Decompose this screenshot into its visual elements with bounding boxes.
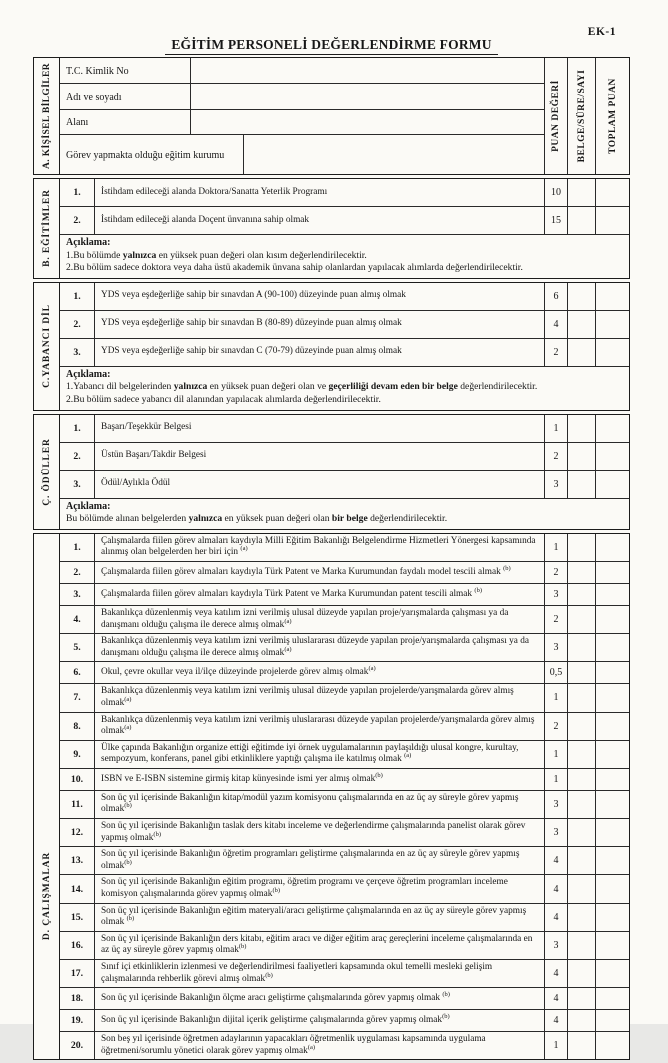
row-number: 6. — [60, 662, 95, 683]
criteria-row — [60, 605, 629, 633]
criteria-row — [60, 790, 629, 818]
puan-value-cell: 3 — [544, 932, 567, 959]
criteria-row — [60, 1009, 629, 1031]
aciklama-note — [60, 498, 629, 529]
puan-value-cell: 4 — [544, 311, 567, 338]
belge-cell — [567, 562, 595, 583]
row-number: 1. — [60, 283, 95, 310]
field-label: Adı ve soyadı — [60, 84, 191, 109]
criteria-text: ISBN ve E-ISBN sistemine girmiş kitap künyesinde ismi yer almış olmak$^{(b)}$ — [101, 771, 383, 784]
belge-cell — [567, 713, 595, 740]
puan-value-cell: 3 — [544, 584, 567, 605]
row-number: 8. — [60, 713, 95, 740]
section-label-CC: Ç. ÖDÜLLER — [41, 437, 52, 506]
criteria-row — [60, 768, 629, 790]
criteria-text: Başarı/Teşekkür Belgesi — [101, 422, 192, 433]
toplam-cell — [595, 534, 629, 561]
toplam-cell — [595, 443, 629, 470]
puan-value-cell: 2 — [544, 339, 567, 366]
form-title — [33, 36, 630, 55]
score-col-header-belge — [567, 58, 595, 174]
criteria-text: Bakanlıkça düzenlenmiş veya katılım izni verilmiş ulusal düzeyde yapılan projelerde/yarışmalarda görev almış olmak$^{(a)}$ — [101, 686, 514, 708]
belge-cell — [567, 339, 595, 366]
criteria-row — [60, 206, 629, 234]
score-col-header-puan — [544, 58, 567, 174]
row-number: 3. — [60, 471, 95, 498]
puan-value-cell: 2 — [544, 606, 567, 633]
criteria-text: YDS veya eşdeğerliğe sahip bir sınavdan C (70-79) düzeyinde puan almış olmak — [101, 346, 402, 357]
belge-cell — [567, 443, 595, 470]
belge-cell — [567, 283, 595, 310]
row-number: 1. — [60, 415, 95, 442]
row-number: 12. — [60, 819, 95, 846]
score-col-header-toplam — [595, 58, 629, 174]
criteria-text: Sınıf içi etkinliklerin izlenmesi ve değerlendirilmesi faaliyetleri kapsamında okul temelli mesleki gelişim çalışmalarında rehberlik görevi almış olmak$^{(b)}$ — [101, 962, 493, 984]
criteria-text: Son üç yıl içerisinde Bakanlığın eğitim programı, öğretim programı ve çerçeve öğretim programları inceleme komisyon çalışmalarında görev yapmış olmak$^{(b)}$ — [101, 877, 508, 900]
section-D — [33, 533, 630, 1061]
score-col-header-text-toplam: TOPLAM PUAN — [607, 78, 618, 154]
field-label: T.C. Kimlik No — [60, 58, 191, 83]
criteria-row — [60, 534, 629, 561]
criteria-row — [60, 338, 629, 366]
aciklama-line: 2.Bu bölüm sadece doktora veya daha üstü akademik ünvana sahip olanlardan yapılacak alımlarda değerlendirilecektir. — [66, 262, 523, 274]
aciklama-note — [60, 366, 629, 410]
field-row — [60, 58, 544, 83]
field-row — [60, 109, 544, 134]
puan-value-cell: 3 — [544, 634, 567, 661]
toplam-cell — [595, 741, 629, 768]
puan-value-cell: 4 — [544, 988, 567, 1009]
toplam-cell — [595, 584, 629, 605]
row-number: 4. — [60, 606, 95, 633]
row-number: 2. — [60, 443, 95, 470]
aciklama-title: Açıklama: — [66, 368, 111, 380]
criteria-text: Okul, çevre okullar veya il/ilçe düzeyinde projelerde görev almış olmak$^{(a)}$ — [101, 664, 376, 678]
puan-value-cell: 6 — [544, 283, 567, 310]
toplam-cell — [595, 1032, 629, 1059]
criteria-text: Son üç yıl içerisinde Bakanlığın dijital içerik geliştirme çalışmalarında görev yapmış olmak$^{(b)}$ — [101, 1012, 450, 1025]
aciklama-line: 2.Bu bölüm sadece yabancı dil alanından yapılacak alımlarda değerlendirilecektir. — [66, 393, 381, 405]
row-number: 13. — [60, 847, 95, 874]
toplam-cell — [595, 932, 629, 959]
criteria-text: Çalışmalarda fiilen görev almaları kaydıyla Türk Patent ve Marka Kurumundan faydalı model tescili almak $^{(b)}$ — [101, 564, 511, 577]
form-title-text: EĞİTİM PERSONELİ DEĞERLENDİRME FORMU — [165, 37, 497, 55]
section-CC — [33, 414, 630, 530]
toplam-cell — [595, 960, 629, 987]
section-label-A: A. KİŞİSEL BİLGİLER — [41, 62, 52, 170]
section-A — [33, 57, 630, 175]
criteria-row — [60, 931, 629, 959]
criteria-row — [60, 903, 629, 931]
row-number: 1. — [60, 534, 95, 561]
field-value-area — [191, 84, 544, 109]
criteria-row — [60, 179, 629, 206]
toplam-cell — [595, 339, 629, 366]
criteria-row — [60, 561, 629, 583]
criteria-row — [60, 283, 629, 310]
row-number: 10. — [60, 769, 95, 790]
belge-cell — [567, 534, 595, 561]
score-col-header-text-belge: BELGE/SÜRE/SAYI — [576, 69, 587, 163]
row-number: 2. — [60, 562, 95, 583]
puan-value-cell: 10 — [544, 179, 567, 206]
belge-cell — [567, 1010, 595, 1031]
criteria-text: Bakanlıkça düzenlenmiş veya katılım izni verilmiş ulusal düzeyde yapılan proje/yarışmalarda çalışması ya da danışmanı olduğu çalışma ile derece almış olmak$^{(a)}$ — [101, 607, 509, 630]
belge-cell — [567, 179, 595, 206]
puan-value-cell: 2 — [544, 443, 567, 470]
row-number: 3. — [60, 339, 95, 366]
belge-cell — [567, 684, 595, 711]
row-number: 9. — [60, 741, 95, 768]
criteria-row — [60, 846, 629, 874]
attachment-label: EK-1 — [587, 26, 616, 38]
row-number: 17. — [60, 960, 95, 987]
criteria-row — [60, 740, 629, 768]
criteria-text: Çalışmalarda fiilen görev almaları kaydıyla Türk Patent ve Marka Kurumundan patent tescili almak $^{(b)}$ — [101, 586, 482, 599]
field-value-area — [191, 58, 544, 83]
criteria-text: YDS veya eşdeğerliğe sahip bir sınavdan B (80-89) düzeyinde puan almış olmak — [101, 318, 402, 329]
toplam-cell — [595, 562, 629, 583]
belge-cell — [567, 1032, 595, 1059]
belge-cell — [567, 606, 595, 633]
belge-cell — [567, 819, 595, 846]
row-number: 16. — [60, 932, 95, 959]
criteria-text: İstihdam edileceği alanda Doktora/Sanatta Yeterlik Programı — [101, 186, 328, 197]
evaluation-form-table — [33, 57, 630, 1063]
puan-value-cell: 2 — [544, 713, 567, 740]
aciklama-line: Bu bölümde alınan belgelerden yalnızca en yüksek puan değeri olan bir belge değerlendirilecektir. — [66, 513, 448, 525]
puan-value-cell: 1 — [544, 769, 567, 790]
criteria-row — [60, 633, 629, 661]
criteria-text: Son üç yıl içerisinde Bakanlığın taslak ders kitabı inceleme ve değerlendirme çalışmalarında panelist olarak görev yapmış olmak$^{(b)}$ — [101, 821, 526, 843]
toplam-cell — [595, 606, 629, 633]
section-C — [33, 282, 630, 411]
criteria-row — [60, 1031, 629, 1059]
puan-value-cell: 2 — [544, 562, 567, 583]
puan-value-cell: 1 — [544, 741, 567, 768]
criteria-text: Son üç yıl içerisinde Bakanlığın öğretim programları geliştirme çalışmalarında en az üç ay süreyle görev yapmış olmak$^{(b)}$ — [101, 849, 520, 871]
row-number: 2. — [60, 311, 95, 338]
row-number: 15. — [60, 904, 95, 931]
section-B — [33, 178, 630, 279]
toplam-cell — [595, 904, 629, 931]
row-number: 14. — [60, 875, 95, 902]
criteria-text: Son üç yıl içerisinde Bakanlığın ders kitabı, eğitim aracı ve diğer eğitim araç gereçlerini inceleme çalışmalarında en az üç ay süreyle görev yapmış olmak$^{(b)}$ — [101, 933, 533, 956]
criteria-text: Son üç yıl içerisinde Bakanlığın kitap/modül yazım komisyonu çalışmalarında en az üç ay süreyle görev yapmış olmak$^{(b)}$ — [101, 792, 519, 815]
criteria-text: Son üç yıl içerisinde Bakanlığın ölçme aracı geliştirme çalışmalarında görev yapmış olmak $^{(b)}$ — [101, 990, 450, 1003]
toplam-cell — [595, 791, 629, 818]
toplam-cell — [595, 471, 629, 498]
criteria-row — [60, 470, 629, 498]
criteria-text: Son üç yıl içerisinde Bakanlığın eğitim materyali/aracı geliştirme çalışmalarında en az üç ay süreyle görev yapmış olmak $^{(b)}$ — [101, 905, 527, 928]
criteria-row — [60, 959, 629, 987]
toplam-cell — [595, 988, 629, 1009]
belge-cell — [567, 791, 595, 818]
criteria-row — [60, 661, 629, 683]
field-value-area — [244, 135, 544, 174]
criteria-row — [60, 987, 629, 1009]
criteria-text: YDS veya eşdeğerliğe sahip bir sınavdan A (90-100) düzeyinde puan almış olmak — [101, 290, 406, 301]
puan-value-cell: 1 — [544, 1032, 567, 1059]
criteria-text: Bakanlıkça düzenlenmiş veya katılım izni verilmiş uluslararası düzeyde yapılan proje/yarışmalarda çalışması ya da danışmanı olduğu çalışma ile derece almış olmak$^{(a)}$ — [101, 636, 530, 658]
toplam-cell — [595, 662, 629, 683]
criteria-row — [60, 442, 629, 470]
toplam-cell — [595, 684, 629, 711]
belge-cell — [567, 904, 595, 931]
aciklama-line: 1.Bu bölümde yalnızca en yüksek puan değeri olan kısım değerlendirilecektir. — [66, 249, 367, 261]
belge-cell — [567, 769, 595, 790]
aciklama-title: Açıklama: — [66, 237, 111, 248]
belge-cell — [567, 988, 595, 1009]
section-rows-CC — [60, 415, 629, 529]
section-label-D: D. ÇALIŞMALAR — [41, 852, 52, 941]
section-rows-B — [60, 179, 629, 278]
criteria-row — [60, 683, 629, 711]
criteria-row — [60, 874, 629, 902]
belge-cell — [567, 960, 595, 987]
puan-value-cell: 3 — [544, 819, 567, 846]
row-number: 11. — [60, 791, 95, 818]
criteria-text: Bakanlıkça düzenlenmiş veya katılım izni verilmiş uluslararası düzeyde yapılan projelerde/yarışmalarda görev almış olmak$^{(a)}$ — [101, 714, 535, 737]
criteria-row — [60, 818, 629, 846]
field-value-area — [191, 110, 544, 134]
puan-value-cell: 4 — [544, 904, 567, 931]
belge-cell — [567, 847, 595, 874]
row-number: 1. — [60, 179, 95, 206]
puan-value-cell: 4 — [544, 875, 567, 902]
toplam-cell — [595, 283, 629, 310]
belge-cell — [567, 634, 595, 661]
puan-value-cell: 4 — [544, 960, 567, 987]
field-row — [60, 83, 544, 109]
criteria-text: İstihdam edileceği alanda Doçent ünvanına sahip olmak — [101, 214, 310, 225]
section-label-cell-A — [34, 58, 60, 174]
row-number: 2. — [60, 207, 95, 234]
puan-value-cell: 3 — [544, 791, 567, 818]
puan-value-cell: 3 — [544, 471, 567, 498]
toplam-cell — [595, 207, 629, 234]
belge-cell — [567, 741, 595, 768]
section-label-B: B. EĞİTİMLER — [41, 189, 52, 268]
row-number: 19. — [60, 1010, 95, 1031]
puan-value-cell: 4 — [544, 847, 567, 874]
row-number: 5. — [60, 634, 95, 661]
toplam-cell — [595, 769, 629, 790]
belge-cell — [567, 875, 595, 902]
section-label-cell-B — [34, 179, 60, 278]
criteria-text: Son beş yıl içerisinde öğretmen adaylarının yapacakları öğretmenlik uygulaması kapsamında uygulama öğretmeni/sorumlu yönetici olarak görev yapmış olmak$^{(a)}$ — [101, 1034, 486, 1056]
field-label: Alanı — [60, 110, 191, 134]
puan-value-cell: 1 — [544, 684, 567, 711]
criteria-row — [60, 310, 629, 338]
belge-cell — [567, 932, 595, 959]
row-number: 18. — [60, 988, 95, 1009]
belge-cell — [567, 584, 595, 605]
section-label-cell-D — [34, 534, 60, 1060]
criteria-text: Üstün Başarı/Takdir Belgesi — [101, 450, 207, 461]
puan-value-cell: 15 — [544, 207, 567, 234]
toplam-cell — [595, 847, 629, 874]
criteria-row — [60, 712, 629, 740]
row-number: 3. — [60, 584, 95, 605]
personal-fields-area — [60, 58, 544, 174]
criteria-text: Ödül/Aylıkla Ödül — [101, 478, 171, 489]
score-col-header-text-puan: PUAN DEĞERİ — [551, 80, 561, 152]
toplam-cell — [595, 179, 629, 206]
aciklama-title: Açıklama: — [66, 500, 111, 512]
toplam-cell — [595, 311, 629, 338]
section-rows-D — [60, 534, 629, 1060]
field-label: Görev yapmakta olduğu eğitim kurumu — [60, 135, 244, 174]
aciklama-note — [60, 234, 629, 278]
toplam-cell — [595, 875, 629, 902]
belge-cell — [567, 415, 595, 442]
row-number: 20. — [60, 1032, 95, 1059]
criteria-text: Çalışmalarda fiilen görev almaları kaydıyla Milli Eğitim Bakanlığı Belgelendirme Hizmetleri Yönergesi kapsamında alınmış olan belgelerden her biri için $^{(a)}$ — [101, 535, 536, 558]
criteria-row — [60, 583, 629, 605]
field-row — [60, 134, 544, 174]
toplam-cell — [595, 415, 629, 442]
puan-value-cell: 1 — [544, 534, 567, 561]
section-label-C: C.YABANCI DİL — [41, 304, 52, 389]
toplam-cell — [595, 713, 629, 740]
belge-cell — [567, 207, 595, 234]
puan-value-cell: 0,5 — [544, 662, 567, 683]
toplam-cell — [595, 1010, 629, 1031]
aciklama-line: 1.Yabancı dil belgelerinden yalnızca en yüksek puan değeri olan ve geçerliliği devam eden bir belge değerlendirilecektir. — [66, 381, 538, 393]
section-label-cell-C — [34, 283, 60, 410]
belge-cell — [567, 662, 595, 683]
puan-value-cell: 1 — [544, 415, 567, 442]
criteria-text: Ülke çapında Bakanlığın organize ettiği eğitimde iyi örnek uygulamalarının paylaşıldığı ulusal kongre, kurultay, sempozyum, konferans, panel gibi etkinliklere yaptığı çalışma ile katılmış olmak $^{(a)}$ — [101, 742, 519, 765]
toplam-cell — [595, 819, 629, 846]
criteria-row — [60, 415, 629, 442]
belge-cell — [567, 471, 595, 498]
belge-cell — [567, 311, 595, 338]
section-rows-C — [60, 283, 629, 410]
toplam-cell — [595, 634, 629, 661]
row-number: 7. — [60, 684, 95, 711]
puan-value-cell: 4 — [544, 1010, 567, 1031]
section-label-cell-CC — [34, 415, 60, 529]
